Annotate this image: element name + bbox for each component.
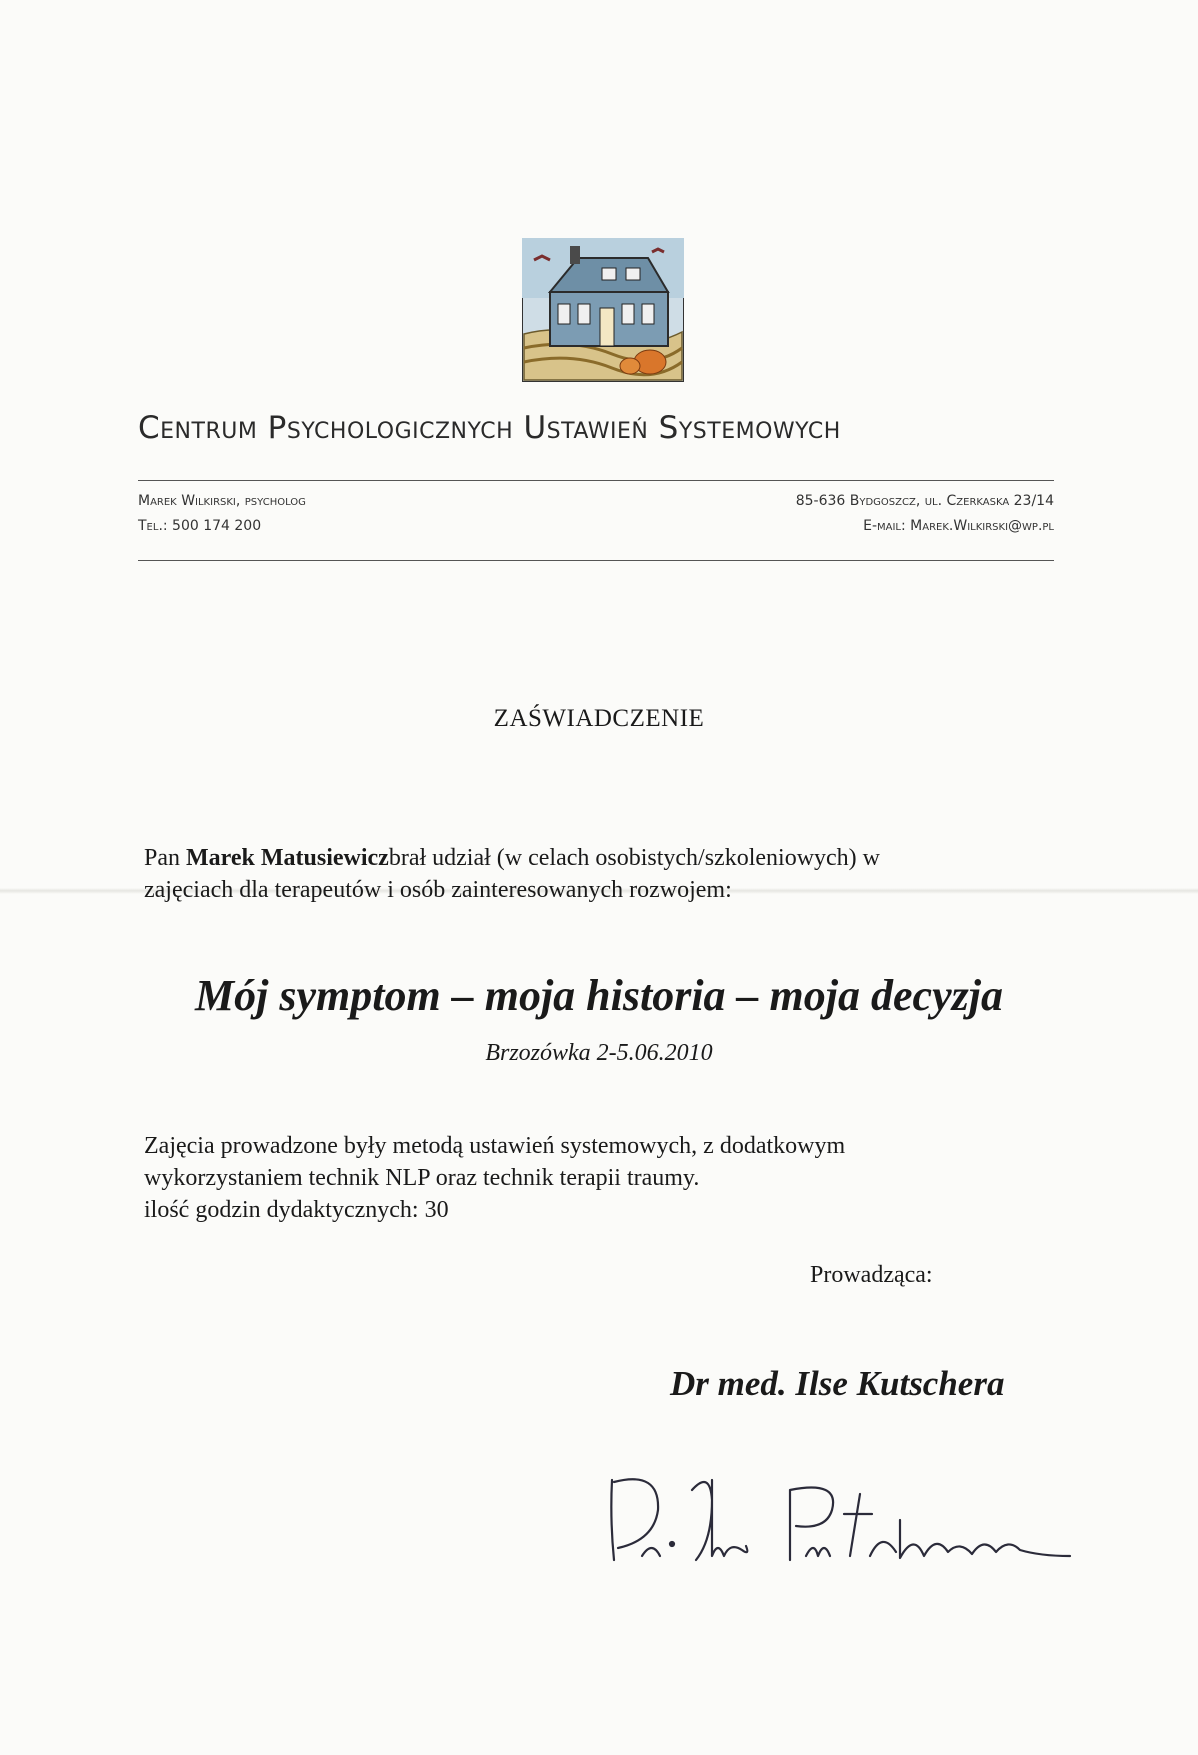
header-rule-bottom (138, 560, 1054, 561)
contact-phone: Tel.: 500 174 200 (138, 518, 262, 534)
house-logo-icon (522, 238, 684, 382)
workshop-title: Mój symptom – moja historia – moja decyzja (195, 971, 1003, 1020)
handwritten-signature (600, 1460, 1080, 1580)
contact-email: E-mail: Marek.Wilkirski@wp.pl (863, 518, 1054, 534)
participant-name: Marek Matusiewicz (186, 845, 389, 871)
contact-name: Marek Wilkirski, psycholog (138, 493, 306, 509)
center-name: Centrum Psychologicznych Ustawień Systemowych (138, 410, 841, 446)
contact-address: 85-636 Bydgoszcz, ul. Czerkaska 23/14 (795, 493, 1054, 509)
place-date: Brzozówka 2-5.06.2010 (485, 1040, 713, 1066)
description-line-3: ilość godzin dydaktycznych: 30 (144, 1197, 449, 1223)
description-line-2: wykorzystaniem technik NLP oraz technik terapii traumy. (144, 1165, 700, 1191)
intro-line-1-rest: brał udział (w celach osobistych/szkoleniowych) w (388, 845, 881, 871)
intro-line-1 (144, 842, 1064, 874)
leader-label: Prowadząca: (810, 1262, 933, 1288)
leader-name: Dr med. Ilse Kutschera (670, 1364, 1005, 1403)
description (144, 1130, 1064, 1226)
header-rule-top (138, 480, 1054, 481)
document-heading: ZAŚWIADCZENIE (493, 705, 705, 732)
intro-prefix: Pan (144, 845, 180, 871)
description-line-1: Zajęcia prowadzone były metodą ustawień systemowych, z dodatkowym (144, 1133, 846, 1159)
intro-line-2: zajęciach dla terapeutów i osób zainteresowanych rozwojem: (144, 877, 732, 903)
